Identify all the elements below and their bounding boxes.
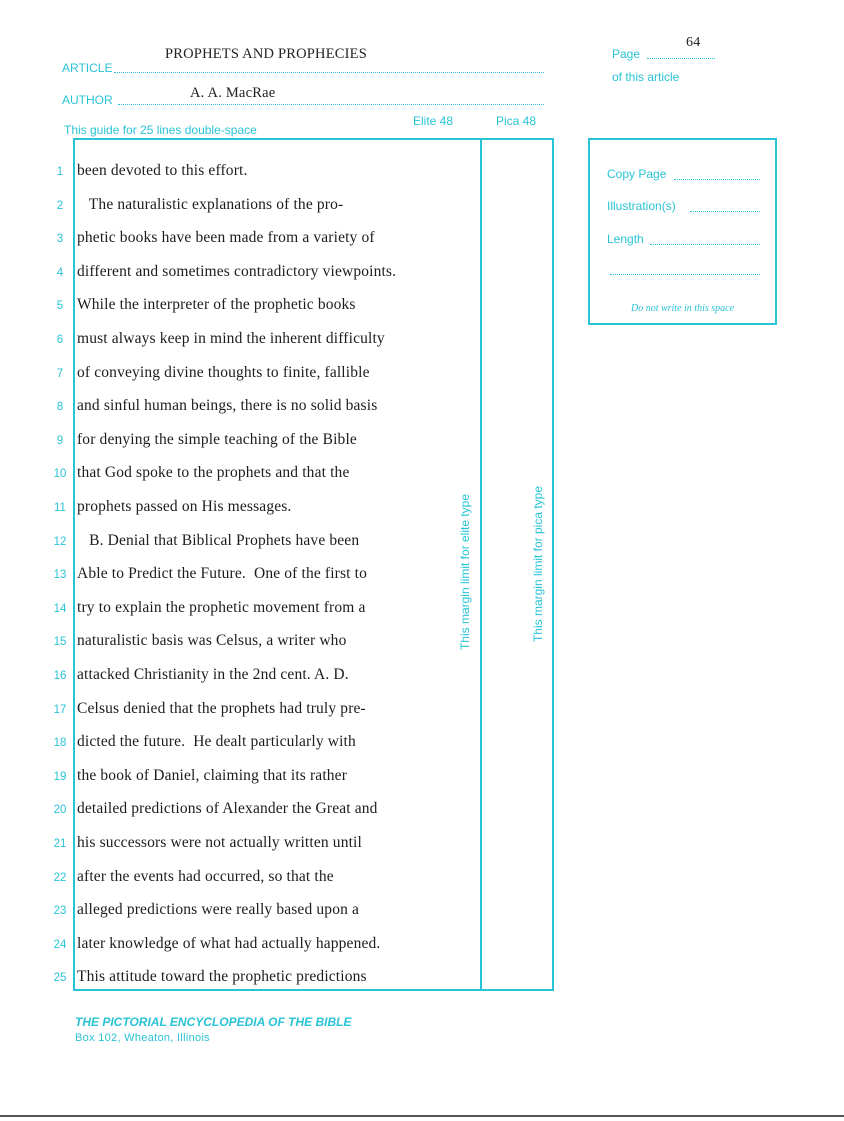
do-not-write-note: Do not write in this space — [630, 303, 735, 314]
pica-margin-label: This margin limit for pica type — [531, 485, 545, 643]
elite-margin-label: This margin limit for elite type — [458, 493, 472, 651]
manuscript-line: after the events had occurred, so that the — [77, 868, 334, 885]
manuscript-line: that God spoke to the prophets and that the — [77, 464, 350, 481]
article-label: ARTICLE — [62, 61, 113, 75]
length-dots — [650, 244, 760, 245]
length-label: Length — [607, 232, 644, 246]
manuscript-line: prophets passed on His messages. — [77, 498, 292, 515]
line-number: 13 — [53, 569, 67, 581]
line-number: 8 — [56, 401, 64, 413]
line-number: 4 — [56, 267, 64, 279]
line-number: 17 — [53, 704, 67, 716]
copy-page-label: Copy Page — [607, 167, 667, 181]
line-number: 15 — [53, 636, 67, 648]
line-number: 2 — [56, 200, 64, 212]
extra-dots — [610, 274, 760, 275]
author-label: AUTHOR — [62, 93, 113, 107]
line-number: 19 — [53, 771, 67, 783]
line-number: 3 — [56, 233, 64, 245]
manuscript-line: The naturalistic explanations of the pro- — [77, 196, 344, 213]
line-number: 25 — [53, 972, 67, 984]
publisher-name: THE PICTORIAL ENCYCLOPEDIA OF THE BIBLE — [75, 1015, 352, 1029]
scan-edge-line — [0, 1115, 844, 1117]
manuscript-line: dicted the future. He dealt particularly with — [77, 733, 356, 750]
manuscript-line: attacked Christianity in the 2nd cent. A. D. — [77, 666, 349, 683]
manuscript-line: detailed predictions of Alexander the Great and — [77, 800, 378, 817]
elite-label: Elite 48 — [413, 114, 454, 128]
line-number: 11 — [54, 502, 66, 514]
line-number: 16 — [53, 670, 67, 682]
manuscript-line: Celsus denied that the prophets had truly pre- — [77, 700, 366, 717]
line-number: 22 — [53, 872, 67, 884]
article-title: PROPHETS AND PROPHECIES — [165, 46, 368, 62]
line-number: 18 — [53, 737, 67, 749]
line-number: 10 — [53, 468, 67, 480]
line-number: 5 — [56, 300, 64, 312]
line-number: 1 — [56, 166, 64, 178]
line-number: 24 — [53, 939, 67, 951]
publisher-address: Box 102, Wheaton, Illinois — [75, 1032, 210, 1044]
manuscript-line: for denying the simple teaching of the Bible — [77, 431, 357, 448]
line-number: 14 — [53, 603, 67, 615]
author-name: A. A. MacRae — [190, 85, 276, 101]
manuscript-line: This attitude toward the prophetic predictions — [77, 968, 367, 985]
illustrations-label: Illustration(s) — [607, 199, 676, 213]
manuscript-line: While the interpreter of the prophetic books — [77, 296, 356, 313]
manuscript-line: and sinful human beings, there is no solid basis — [77, 397, 378, 414]
line-number: 6 — [56, 334, 64, 346]
line-number: 12 — [53, 536, 67, 548]
manuscript-line: been devoted to this effort. — [77, 162, 248, 179]
office-use-box — [588, 138, 777, 325]
page-dotted-line — [647, 58, 715, 59]
author-dotted-line — [118, 104, 544, 105]
manuscript-line: phetic books have been made from a variety of — [77, 229, 375, 246]
manuscript-line: his successors were not actually written until — [77, 834, 362, 851]
illustrations-dots — [690, 211, 760, 212]
line-number: 7 — [56, 368, 64, 380]
manuscript-line: try to explain the prophetic movement from a — [77, 599, 366, 616]
guide-text: This guide for 25 lines double-space — [64, 123, 257, 137]
manuscript-line: different and sometimes contradictory viewpoints. — [77, 263, 397, 280]
manuscript-line: the book of Daniel, claiming that its rather — [77, 767, 348, 784]
manuscript-line: naturalistic basis was Celsus, a writer who — [77, 632, 347, 649]
elite-margin-rule — [480, 138, 482, 991]
page-label: Page — [612, 47, 641, 61]
line-number: 21 — [53, 838, 67, 850]
manuscript-line: of conveying divine thoughts to finite, fallible — [77, 364, 370, 381]
line-number: 20 — [53, 804, 67, 816]
article-dotted-line — [114, 72, 544, 73]
of-this-article: of this article — [612, 70, 680, 84]
line-number: 9 — [56, 435, 64, 447]
manuscript-line: must always keep in mind the inherent difficulty — [77, 330, 385, 347]
pica-label: Pica 48 — [496, 114, 537, 128]
copy-page-dots — [674, 179, 760, 180]
manuscript-line: B. Denial that Biblical Prophets have been — [77, 532, 360, 549]
page-number: 64 — [686, 35, 701, 50]
manuscript-line: later knowledge of what had actually happened. — [77, 935, 381, 952]
manuscript-line: Able to Predict the Future. One of the first to — [77, 565, 368, 582]
manuscript-line: alleged predictions were really based upon a — [77, 901, 360, 918]
line-number: 23 — [53, 905, 67, 917]
